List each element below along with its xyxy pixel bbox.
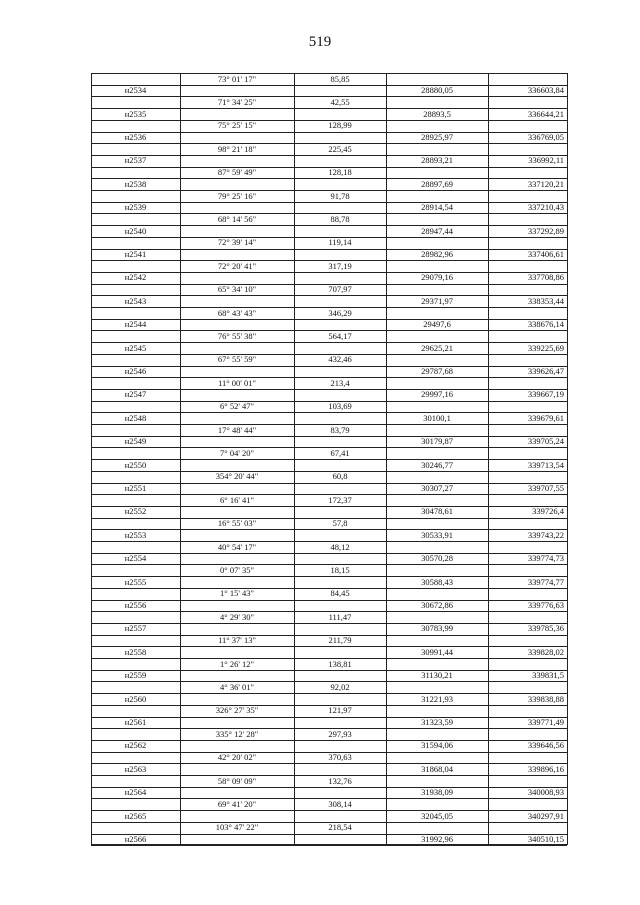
coord-y: 337120,21 [527, 178, 564, 189]
segment-angle: 71° 34' 25" [217, 96, 257, 107]
segment-angle: 65° 34' 10" [217, 284, 257, 295]
coord-x: 30672,86 [421, 600, 453, 610]
segment-angle: 326° 27' 35" [215, 705, 259, 716]
column-divider [567, 73, 568, 845]
point-name: н2553 [124, 529, 147, 540]
point-name: н2566 [124, 834, 147, 844]
segment-angle: 76° 55' 38" [217, 330, 257, 341]
coordinates-table [91, 73, 567, 845]
coord-x: 31868,04 [421, 763, 453, 774]
segment-length: 103,69 [328, 401, 352, 412]
point-name: н2563 [124, 763, 147, 774]
segment-length: 138,81 [328, 658, 352, 669]
coord-y: 337292,89 [527, 225, 564, 236]
point-name: н2552 [124, 506, 147, 517]
segment-length: 48,12 [330, 541, 350, 552]
segment-length: 432,46 [328, 354, 352, 365]
coord-x: 28893,21 [421, 155, 453, 166]
coord-y: 337210,43 [527, 202, 564, 213]
coord-x: 28893,5 [423, 108, 451, 119]
segment-angle: 354° 20' 44" [215, 471, 259, 482]
coord-x: 28925,97 [421, 132, 453, 142]
segment-length: 128,18 [328, 167, 352, 178]
coord-y: 336603,84 [527, 85, 564, 96]
point-name: н2554 [124, 553, 147, 564]
segment-angle: 335° 12' 28" [215, 728, 259, 739]
segment-length: 111,47 [328, 611, 352, 622]
point-name: н2534 [124, 85, 147, 96]
point-name: н2550 [124, 459, 147, 470]
coord-x: 31323,59 [421, 717, 453, 727]
segment-angle: 42° 20' 02" [217, 752, 257, 763]
coord-x: 31130,21 [421, 670, 453, 681]
segment-angle: 68° 43' 43" [217, 307, 257, 318]
coord-y: 338676,14 [527, 319, 564, 330]
coord-y: 339771,49 [527, 717, 564, 727]
coord-y: 339667,19 [527, 389, 564, 400]
row-divider [91, 845, 567, 846]
segment-angle: 17° 48' 44" [217, 424, 257, 435]
coord-y: 339726,4 [532, 506, 564, 517]
segment-angle: 58° 09' 09" [217, 775, 257, 786]
coord-y: 338353,44 [527, 295, 564, 306]
coord-y: 336992,11 [528, 155, 564, 166]
coord-x: 31594,06 [421, 740, 453, 751]
coord-x: 32045,05 [421, 810, 453, 821]
coord-x: 28982,96 [421, 249, 453, 259]
segment-length: 213,4 [330, 377, 350, 388]
segment-length: 172,37 [328, 494, 352, 505]
segment-length: 132,76 [328, 775, 352, 786]
segment-length: 88,78 [330, 213, 350, 224]
segment-angle: 79° 25' 16" [217, 190, 257, 201]
coord-y: 339774,77 [527, 576, 564, 587]
segment-length: 121,97 [328, 705, 352, 716]
segment-length: 92,02 [330, 681, 350, 692]
segment-length: 91,78 [330, 190, 350, 201]
segment-length: 18,15 [330, 564, 350, 575]
segment-length: 57,8 [332, 518, 348, 529]
coord-y: 337708,86 [527, 272, 564, 283]
coord-y: 336644,21 [527, 108, 564, 119]
coord-x: 29625,21 [421, 342, 453, 353]
point-name: н2557 [124, 623, 147, 634]
coord-x: 31938,09 [421, 787, 453, 798]
point-name: н2546 [124, 366, 147, 376]
point-name: н2540 [124, 225, 147, 236]
point-name: н2541 [124, 249, 147, 259]
segment-angle: 67° 55' 59" [217, 354, 257, 365]
coord-y: 339679,61 [527, 412, 564, 423]
point-name: н2539 [124, 202, 147, 213]
segment-angle: 87° 59' 49" [217, 167, 257, 178]
segment-angle: 1° 26' 12" [220, 658, 254, 669]
coord-x: 28914,54 [421, 202, 453, 213]
coord-y: 337406,61 [527, 249, 564, 259]
segment-length: 564,17 [328, 330, 352, 341]
coord-x: 28880,05 [421, 85, 453, 96]
page-number: 519 [308, 34, 332, 50]
segment-length: 317,19 [328, 260, 352, 271]
segment-length: 297,93 [328, 728, 352, 739]
segment-length: 346,29 [328, 307, 352, 318]
point-name: н2535 [124, 108, 147, 119]
point-name: н2551 [124, 483, 147, 493]
point-name: н2555 [124, 576, 147, 587]
point-name: н2538 [124, 178, 147, 189]
coord-y: 339707,55 [527, 483, 564, 493]
coord-y: 339626,47 [527, 366, 564, 376]
point-name: н2559 [124, 670, 147, 681]
coord-x: 30179,87 [421, 436, 453, 447]
point-name: н2564 [124, 787, 147, 798]
coord-x: 28897,69 [421, 178, 453, 189]
coord-x: 29997,16 [421, 389, 453, 400]
segment-angle: 75° 25' 15" [217, 120, 257, 131]
segment-length: 308,14 [328, 798, 352, 809]
point-name: н2549 [124, 436, 147, 447]
point-name: н2542 [124, 272, 147, 283]
coord-x: 30533,91 [421, 529, 453, 540]
coord-x: 30783,99 [421, 623, 453, 634]
segment-angle: 11° 37' 13" [218, 635, 256, 646]
segment-angle: 7° 04' 20" [220, 447, 254, 458]
coord-x: 30246,77 [421, 459, 453, 470]
coord-x: 28947,44 [421, 225, 453, 236]
point-name: н2543 [124, 295, 147, 306]
segment-angle: 73° 01' 17" [217, 73, 257, 84]
point-name: н2565 [124, 810, 147, 821]
coord-x: 30991,44 [421, 646, 453, 657]
coord-x: 30307,27 [421, 483, 453, 493]
segment-length: 225,45 [328, 143, 352, 154]
coord-y: 339831,5 [532, 670, 564, 681]
segment-length: 85,85 [330, 73, 350, 84]
coord-y: 339713,54 [527, 459, 564, 470]
coord-x: 30570,28 [421, 553, 453, 564]
coord-y: 340510,15 [527, 834, 564, 844]
segment-length: 83,79 [330, 424, 350, 435]
coord-y: 339776,63 [527, 600, 564, 610]
point-name: н2537 [124, 155, 147, 166]
segment-length: 67,41 [330, 447, 350, 458]
coord-x: 29497,6 [423, 319, 451, 330]
coord-y: 339828,02 [527, 646, 564, 657]
segment-angle: 103° 47' 22" [215, 822, 259, 833]
coord-x: 29787,68 [421, 366, 453, 376]
point-name: н2545 [124, 342, 147, 353]
point-name: н2558 [124, 646, 147, 657]
coord-x: 30478,61 [421, 506, 453, 517]
coord-x: 30100,1 [423, 412, 451, 423]
segment-angle: 6° 52' 47" [220, 401, 254, 412]
coord-y: 339743,22 [527, 529, 564, 540]
segment-angle: 4° 29' 30" [220, 611, 254, 622]
segment-angle: 98° 21' 18" [217, 143, 257, 154]
segment-length: 211,79 [328, 635, 352, 646]
point-name: н2544 [124, 319, 147, 330]
coord-y: 339646,56 [527, 740, 564, 751]
coord-y: 339838,88 [527, 693, 564, 704]
coord-y: 339225,69 [527, 342, 564, 353]
coord-x: 31992,96 [421, 834, 453, 844]
coord-x: 31221,93 [421, 693, 453, 704]
segment-length: 370,63 [328, 752, 352, 763]
coord-y: 339774,73 [527, 553, 564, 564]
segment-angle: 6° 16' 41" [220, 494, 254, 505]
point-name: н2548 [124, 412, 147, 423]
coord-y: 339785,36 [527, 623, 564, 634]
point-name: н2547 [124, 389, 147, 400]
coord-y: 339705,24 [527, 436, 564, 447]
point-name: н2536 [124, 132, 147, 142]
coord-y: 340297,91 [527, 810, 564, 821]
segment-angle: 68° 14' 56" [217, 213, 257, 224]
coord-y: 340008,93 [527, 787, 564, 798]
point-name: н2561 [124, 717, 147, 727]
point-name: н2562 [124, 740, 147, 751]
segment-angle: 0° 07' 35" [220, 564, 254, 575]
segment-length: 218,54 [328, 822, 352, 833]
segment-angle: 11° 00' 01" [218, 377, 256, 388]
coord-y: 336769,05 [527, 132, 564, 142]
segment-angle: 69° 41' 20" [217, 798, 257, 809]
point-name: н2560 [124, 693, 147, 704]
segment-length: 60,8 [332, 471, 348, 482]
coord-x: 30588,43 [421, 576, 453, 587]
coord-x: 29079,16 [421, 272, 453, 283]
segment-angle: 72° 39' 14" [217, 237, 257, 248]
segment-angle: 4° 36' 01" [220, 681, 254, 692]
segment-length: 707,97 [328, 284, 352, 295]
segment-angle: 72° 20' 41" [217, 260, 257, 271]
segment-length: 128,99 [328, 120, 352, 131]
coord-y: 339896,16 [527, 763, 564, 774]
segment-angle: 16° 55' 03" [217, 518, 257, 529]
segment-angle: 40° 54' 17" [217, 541, 257, 552]
coord-x: 29371,97 [421, 295, 453, 306]
point-name: н2556 [124, 600, 147, 610]
segment-length: 84,45 [330, 588, 350, 599]
segment-angle: 1° 15' 43" [220, 588, 254, 599]
segment-length: 119,14 [328, 237, 352, 248]
segment-length: 42,55 [330, 96, 350, 107]
